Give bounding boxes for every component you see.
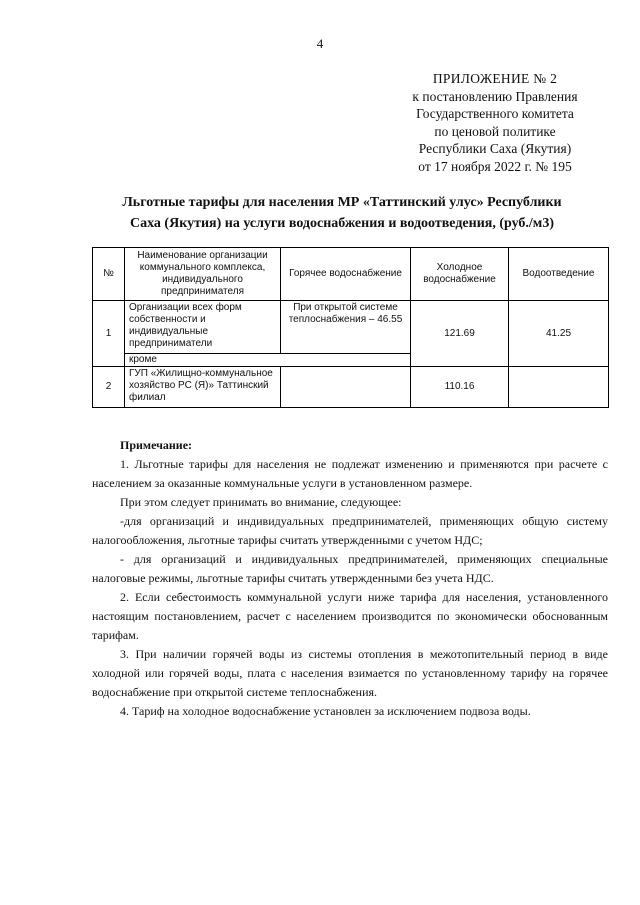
header-num: № [93,248,125,301]
appendix-line: Республики Саха (Якутия) [418,141,572,156]
row-organization: ГУП «Жилищно-коммунальное хозяйство РС (Я)» Таттинский филиал [125,367,281,408]
header-drainage: Водоотведение [509,248,609,301]
appendix-line: к постановлению Правления [412,88,578,104]
table-header-row [93,248,609,301]
appendix-block [360,70,630,175]
document-title [92,192,592,234]
note-paragraph: При этом следует принимать во внимание, следующее: [120,495,402,509]
row-organization: Организации всех форм собственности и индивидуальные предприниматели [125,301,281,354]
tariffs-table [92,247,609,408]
except-label: кроме [125,354,411,367]
page-number: 4 [316,36,324,51]
appendix-line: по ценовой политике [434,123,556,139]
row-hot-water [281,367,411,408]
document-title-line-2: Саха (Якутия) на услуги водоснабжения и водоотведения, (руб./м3) [130,216,554,231]
row-drainage [509,367,609,408]
notes-section [92,436,608,721]
notes-heading: Примечание: [120,438,193,452]
row-number: 2 [93,367,125,408]
header-organization: Наименование организации коммунального комплекса, индивидуального предпринимателя [125,248,281,301]
document-title-line-1: Льготные тарифы для населения МР «Таттинский улус» Республики [122,195,562,210]
appendix-line: от 17 ноября 2022 г. № 195 [418,158,572,174]
row-cold-water: 110.16 [411,367,509,408]
note-paragraph: - для организаций и индивидуальных предпринимателей, применяющих специальные налоговые режимы, льготные тарифы считать утвержденными без учета НДС. [92,552,608,585]
note-paragraph: 3. При наличии горячей воды из системы отопления в межотопительный период в виде холодной или горячей воды, плата с населения взимается по установленному тарифу на горячее водоснабжение при открытой системе теплоснабжения. [92,647,608,699]
note-paragraph: 1. Льготные тарифы для населения не подлежат изменению и применяются при расчете с населением за оказанные коммунальные услуги в установленном размере. [92,457,608,490]
row-drainage: 41.25 [509,301,609,367]
header-cold-water: Холодное водоснабжение [411,248,509,301]
row-cold-water: 121.69 [411,301,509,367]
note-paragraph: -для организаций и индивидуальных предпринимателей, применяющих общую систему налогообложения, льготные тарифы считать утвержденными с учетом НДС; [92,514,608,547]
note-paragraph: 4. Тариф на холодное водоснабжение установлен за исключением подвоза воды. [120,704,531,718]
appendix-title: ПРИЛОЖЕНИЕ № 2 [432,71,558,86]
appendix-line: Государственного комитета [416,106,574,121]
table-row [93,301,609,354]
table-row [93,367,609,408]
header-hot-water: Горячее водоснабжение [281,248,411,301]
note-paragraph: 2. Если себестоимость коммунальной услуги ниже тарифа для населения, установленного настоящим постановлением, расчет с населением производится по экономически обоснованным тарифам. [92,590,608,642]
row-number: 1 [93,301,125,367]
row-hot-water: При открытой системе теплоснабжения – 46.55 [281,301,411,354]
